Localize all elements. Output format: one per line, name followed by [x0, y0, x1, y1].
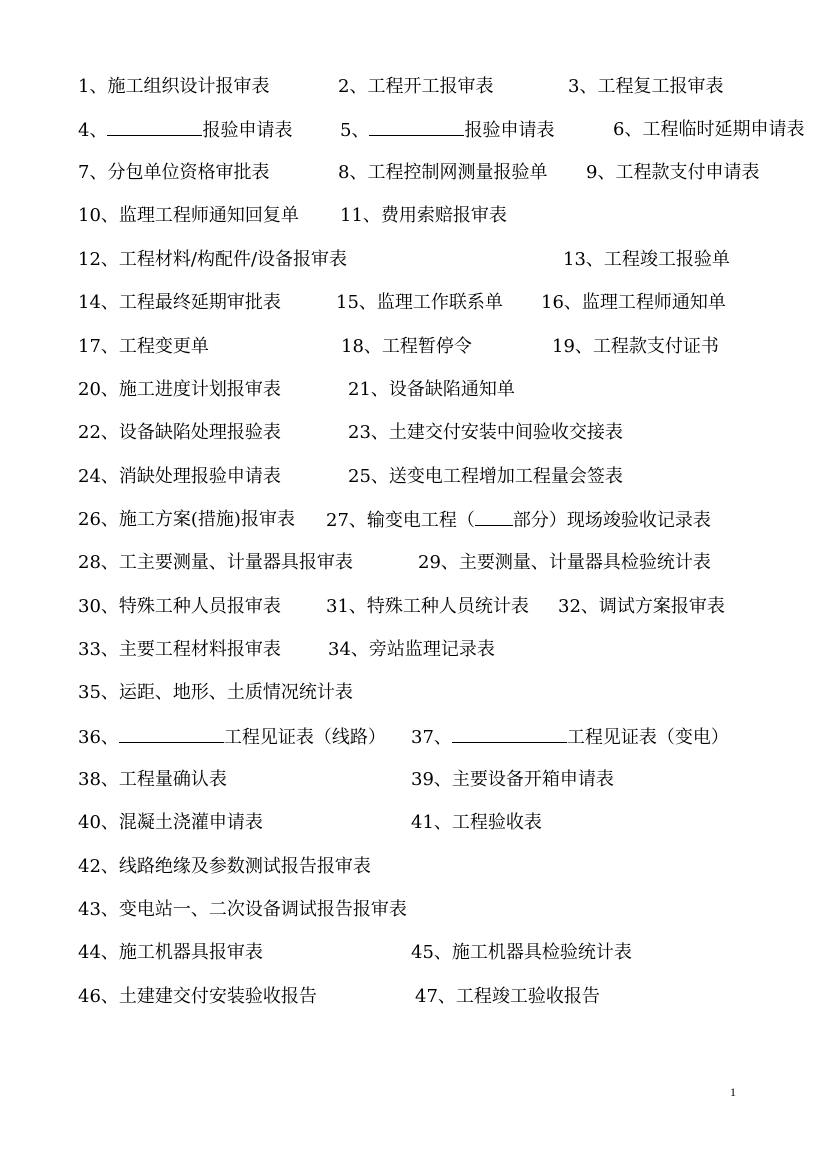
form-entry: 22、设备缺陷处理报验表 — [78, 422, 281, 443]
form-entry: 10、监理工程师通知回复单 — [78, 205, 299, 226]
form-entry: 17、工程变更单 — [78, 336, 209, 357]
form-entry — [78, 115, 292, 146]
entry-title: 部分）现场竣验收记录表 — [512, 510, 711, 531]
form-entry — [340, 115, 554, 146]
entry-number: 37、 — [411, 727, 452, 748]
form-entry: 1、施工组织设计报审表 — [78, 76, 270, 97]
form-entry: 15、监理工作联系单 — [336, 292, 503, 313]
form-entry: 6、工程临时延期申请表 — [613, 119, 805, 140]
entry-number: 4、 — [78, 120, 108, 141]
page-number: 1 — [730, 1085, 736, 1099]
form-entry: 28、工主要测量、计量器具报审表 — [78, 552, 353, 573]
form-entry: 11、费用索赔报审表 — [340, 205, 507, 226]
form-entry: 33、主要工程材料报审表 — [78, 639, 281, 660]
form-entry: 38、工程量确认表 — [78, 769, 227, 790]
form-entry: 26、施工方案(措施)报审表 — [78, 509, 295, 530]
form-entry: 29、主要测量、计量器具检验统计表 — [418, 552, 711, 573]
form-entry: 44、施工机器具报审表 — [78, 942, 263, 963]
form-entry: 25、送变电工程增加工程量会签表 — [348, 466, 623, 487]
entry-title: 报验申请表 — [464, 120, 555, 141]
entry-number: 5、 — [340, 120, 370, 141]
form-entry — [411, 722, 729, 753]
entry-title: 工程见证表（线路） — [223, 727, 386, 748]
form-entry: 43、变电站一、二次设备调试报告报审表 — [78, 899, 407, 920]
form-entry: 19、工程款支付证书 — [552, 336, 719, 357]
form-entry: 14、工程最终延期审批表 — [78, 292, 281, 313]
form-entry: 21、设备缺陷通知单 — [348, 379, 515, 400]
form-entry: 32、调试方案报审表 — [558, 596, 725, 617]
form-entry: 2、工程开工报审表 — [338, 76, 494, 97]
entry-title: 27、输变电工程（ — [326, 510, 475, 531]
entry-number: 36、 — [78, 727, 119, 748]
form-entry: 35、运距、地形、土质情况统计表 — [78, 682, 353, 703]
fill-in-blank — [452, 722, 567, 743]
form-entry: 13、工程竣工报验单 — [563, 249, 730, 270]
form-entry — [78, 722, 386, 753]
fill-in-blank — [107, 115, 202, 136]
entry-title: 工程见证表（变电） — [566, 727, 729, 748]
form-entry: 12、工程材料/构配件/设备报审表 — [78, 249, 348, 270]
form-entry: 7、分包单位资格审批表 — [78, 162, 270, 183]
fill-in-blank — [369, 115, 464, 136]
form-entry: 47、工程竣工验收报告 — [415, 986, 600, 1007]
entry-title: 报验申请表 — [202, 120, 293, 141]
form-entry: 42、线路绝缘及参数测试报告报审表 — [78, 856, 371, 877]
form-entry: 34、旁站监理记录表 — [328, 639, 495, 660]
form-entry: 31、特殊工种人员统计表 — [326, 596, 529, 617]
form-entry: 9、工程款支付申请表 — [586, 162, 760, 183]
form-entry: 45、施工机器具检验统计表 — [411, 942, 632, 963]
fill-in-blank — [475, 505, 513, 526]
form-entry: 8、工程控制网测量报验单 — [338, 162, 548, 183]
form-entry: 39、主要设备开箱申请表 — [411, 769, 614, 790]
form-entry — [326, 505, 711, 536]
form-entry: 3、工程复工报审表 — [568, 76, 724, 97]
form-entry: 23、土建交付安装中间验收交接表 — [348, 422, 623, 443]
form-entry: 16、监理工程师通知单 — [541, 292, 726, 313]
form-entry: 18、工程暂停令 — [341, 336, 472, 357]
form-entry: 46、土建建交付安装验收报告 — [78, 986, 317, 1007]
form-entry: 41、工程验收表 — [411, 812, 542, 833]
form-entry: 40、混凝土浇灌申请表 — [78, 812, 263, 833]
form-entry: 30、特殊工种人员报审表 — [78, 596, 281, 617]
form-entry: 20、施工进度计划报审表 — [78, 379, 281, 400]
form-entry: 24、消缺处理报验申请表 — [78, 466, 281, 487]
fill-in-blank — [119, 722, 224, 743]
